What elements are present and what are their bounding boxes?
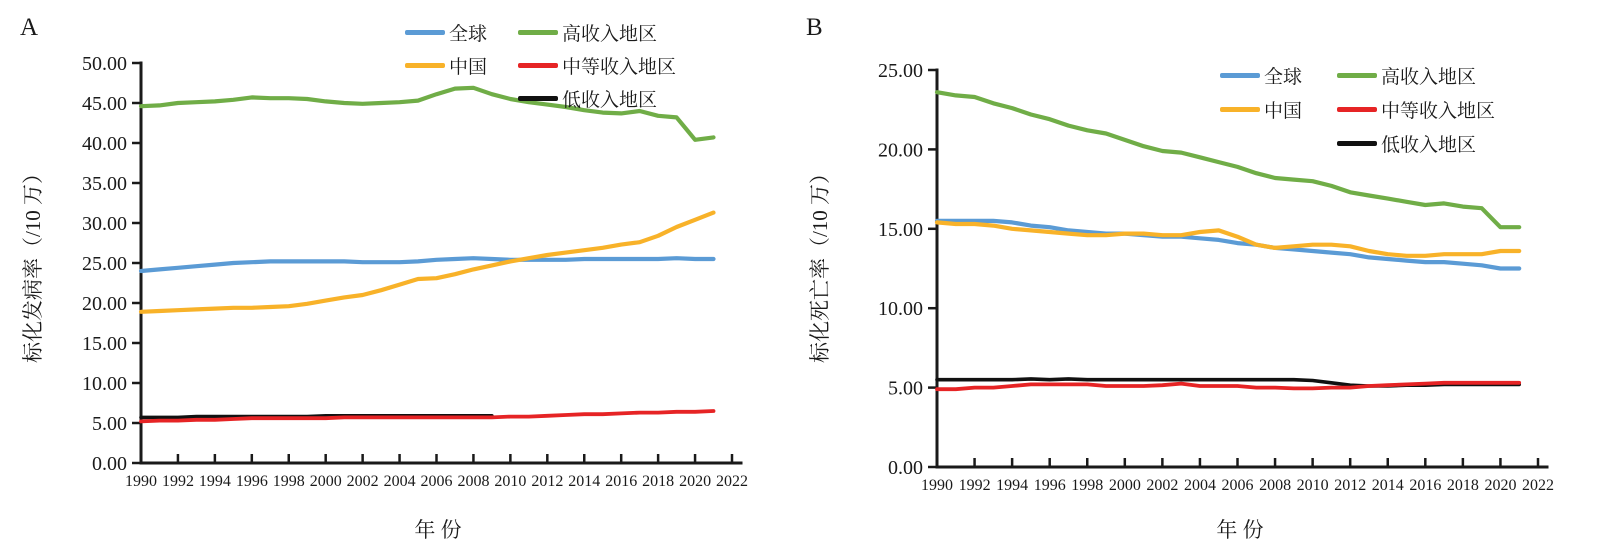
y-axis-b bbox=[878, 60, 937, 479]
legend-swatch-low_income-icon bbox=[518, 96, 558, 101]
y-tick-label: 20.00 bbox=[82, 293, 127, 315]
x-tick-label: 2008 bbox=[457, 473, 490, 490]
x-tick-label: 1990 bbox=[125, 473, 157, 490]
x-tick-label: 2010 bbox=[1296, 477, 1329, 494]
y-tick-label: 15.00 bbox=[878, 218, 923, 241]
x-tick-label: 2004 bbox=[383, 473, 416, 490]
legend-item-low_income-a bbox=[518, 82, 676, 115]
panel-b-letter: B bbox=[806, 14, 823, 41]
panel-a-legend-column-1 bbox=[405, 16, 487, 82]
panel-b-y-axis-title: 标化死亡率（/10 万） bbox=[808, 162, 832, 364]
y-tick-label: 0.00 bbox=[92, 453, 127, 475]
panel-a-letter: A bbox=[20, 14, 39, 41]
x-axis-b bbox=[921, 458, 1554, 494]
x-tick-label: 2022 bbox=[716, 473, 748, 490]
x-tick-label: 2002 bbox=[346, 473, 379, 490]
legend-label-low_income: 低收入地区 bbox=[562, 90, 658, 111]
legend-swatch-high_income-icon bbox=[1337, 73, 1377, 78]
legend-label-china: 中国 bbox=[1264, 100, 1303, 122]
legend-item-high_income-a bbox=[518, 16, 676, 49]
y-tick-label: 10.00 bbox=[82, 373, 127, 395]
x-tick-label: 1994 bbox=[198, 473, 231, 490]
series-line-global-a bbox=[141, 258, 714, 271]
legend-label-global: 全球 bbox=[1264, 66, 1303, 88]
y-tick-label: 35.00 bbox=[82, 173, 127, 195]
legend-label-china: 中国 bbox=[449, 57, 488, 78]
y-tick-label: 0.00 bbox=[888, 457, 923, 479]
x-tick-label: 2010 bbox=[494, 473, 527, 490]
x-tick-label: 2004 bbox=[1183, 477, 1216, 494]
x-tick-label: 1994 bbox=[996, 477, 1029, 494]
panel-a-x-axis-title: 年 份 bbox=[414, 518, 462, 542]
x-tick-label: 2020 bbox=[679, 473, 712, 490]
x-tick-label: 2018 bbox=[1446, 477, 1479, 494]
y-tick-label: 40.00 bbox=[82, 133, 127, 155]
panel-b-x-axis-title: 年 份 bbox=[1216, 518, 1264, 542]
legend-swatch-china-icon bbox=[405, 63, 445, 68]
legend-item-middle_income-b bbox=[1337, 92, 1495, 126]
panel-a-legend-column-2 bbox=[518, 16, 676, 115]
legend-swatch-low_income-icon bbox=[1337, 141, 1377, 146]
panel-b-legend-column-2 bbox=[1337, 58, 1495, 160]
x-tick-label: 1998 bbox=[272, 473, 305, 490]
x-tick-label: 2016 bbox=[605, 473, 638, 490]
legend-item-high_income-b bbox=[1337, 58, 1495, 92]
legend-item-china-b bbox=[1220, 92, 1302, 126]
x-tick-label: 1996 bbox=[1033, 477, 1066, 494]
series-line-china-b bbox=[937, 222, 1519, 255]
y-tick-label: 50.00 bbox=[82, 53, 127, 75]
y-axis-a bbox=[82, 53, 141, 475]
legend-swatch-global-icon bbox=[405, 30, 445, 35]
legend-label-middle_income: 中等收入地区 bbox=[562, 57, 677, 78]
y-tick-label: 15.00 bbox=[82, 333, 127, 355]
x-tick-label: 2006 bbox=[1221, 477, 1254, 494]
x-tick-label: 1992 bbox=[958, 477, 991, 494]
legend-swatch-global-icon bbox=[1220, 73, 1260, 78]
x-tick-label: 2006 bbox=[420, 473, 453, 490]
panel-a-y-axis-title: 标化发病率（/10 万） bbox=[21, 162, 45, 364]
y-tick-label: 10.00 bbox=[878, 298, 923, 321]
x-tick-label: 2014 bbox=[568, 473, 601, 490]
legend-swatch-high_income-icon bbox=[518, 30, 558, 35]
legend-item-china-a bbox=[405, 49, 487, 82]
x-tick-label: 2020 bbox=[1484, 477, 1517, 494]
x-tick-label: 2014 bbox=[1371, 477, 1404, 494]
x-tick-label: 2016 bbox=[1409, 477, 1442, 494]
x-tick-label: 2022 bbox=[1522, 477, 1554, 494]
x-tick-label: 2000 bbox=[309, 473, 342, 490]
panel-b-legend-column-1 bbox=[1220, 58, 1302, 126]
legend-label-low_income: 低收入地区 bbox=[1381, 134, 1477, 156]
y-tick-label: 5.00 bbox=[92, 413, 127, 435]
x-tick-label: 1990 bbox=[921, 477, 953, 494]
x-tick-label: 1998 bbox=[1071, 477, 1104, 494]
x-tick-label: 2012 bbox=[1334, 477, 1367, 494]
y-tick-label: 25.00 bbox=[878, 60, 923, 82]
legend-item-global-b bbox=[1220, 58, 1302, 92]
x-tick-label: 2002 bbox=[1146, 477, 1179, 494]
legend-label-high_income: 高收入地区 bbox=[1381, 66, 1477, 88]
x-tick-label: 2012 bbox=[531, 473, 564, 490]
x-tick-label: 2008 bbox=[1259, 477, 1292, 494]
y-tick-label: 20.00 bbox=[878, 139, 923, 162]
x-axis-a bbox=[125, 454, 748, 490]
y-tick-label: 25.00 bbox=[82, 253, 127, 275]
legend-item-low_income-b bbox=[1337, 126, 1495, 160]
legend-label-middle_income: 中等收入地区 bbox=[1381, 100, 1496, 122]
y-tick-label: 30.00 bbox=[82, 213, 127, 235]
legend-swatch-china-icon bbox=[1220, 107, 1260, 112]
legend-label-high_income: 高收入地区 bbox=[562, 24, 658, 45]
legend-swatch-middle_income-icon bbox=[1337, 107, 1377, 112]
y-tick-label: 5.00 bbox=[888, 377, 923, 400]
legend-item-global-a bbox=[405, 16, 487, 49]
legend-item-middle_income-a bbox=[518, 49, 676, 82]
legend-label-global: 全球 bbox=[449, 24, 488, 45]
y-tick-label: 45.00 bbox=[82, 93, 127, 115]
x-tick-label: 2000 bbox=[1108, 477, 1141, 494]
x-tick-label: 1996 bbox=[235, 473, 268, 490]
x-tick-label: 1992 bbox=[161, 473, 194, 490]
x-tick-label: 2018 bbox=[642, 473, 675, 490]
legend-swatch-middle_income-icon bbox=[518, 63, 558, 68]
panel-a bbox=[82, 53, 748, 490]
